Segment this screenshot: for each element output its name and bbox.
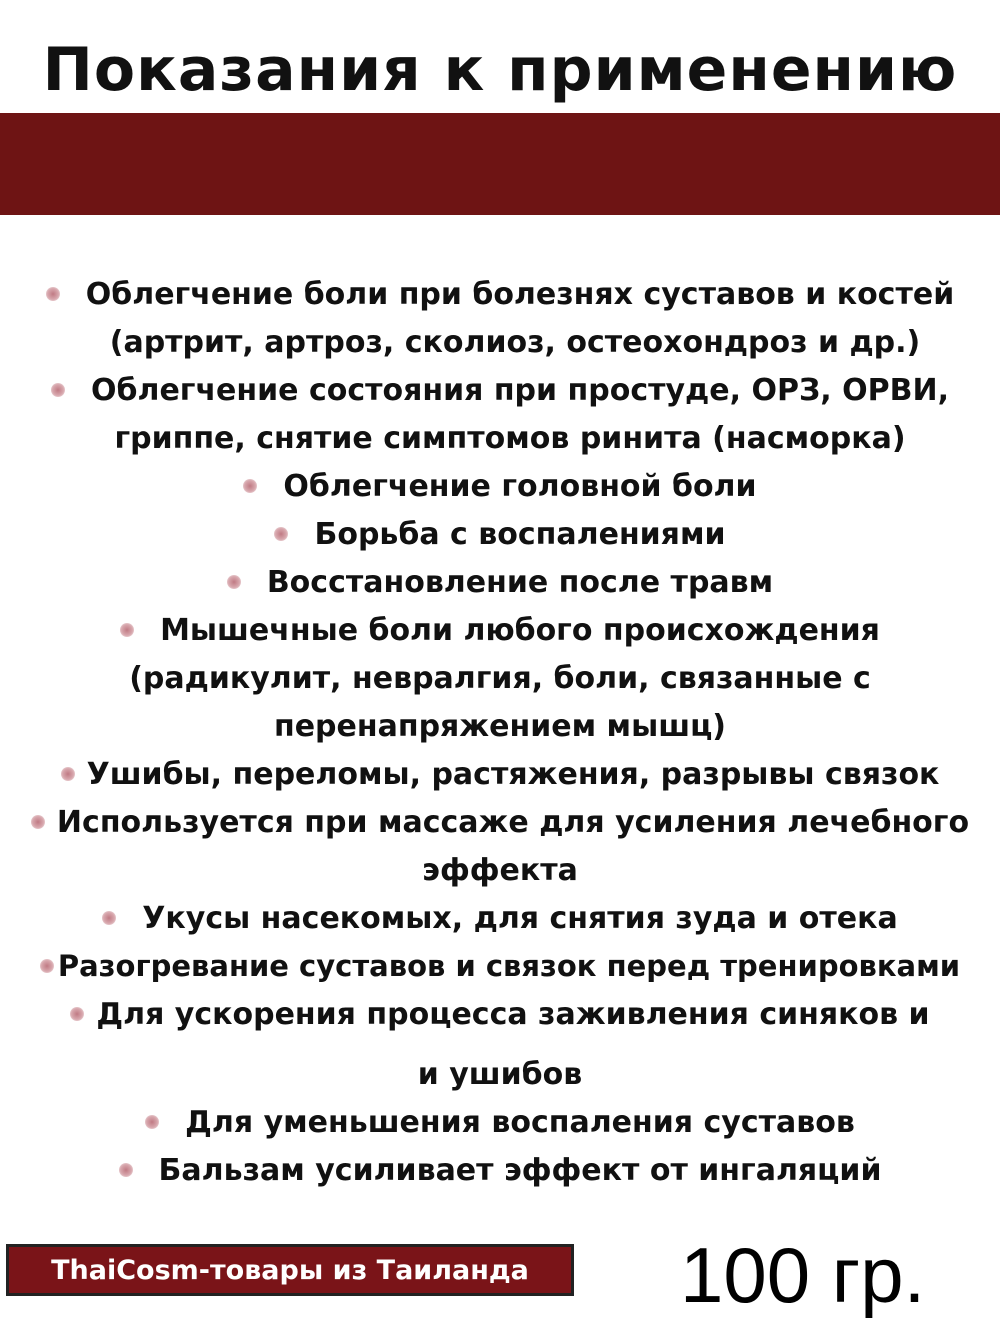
item-text: перенапряжением мышц): [273, 708, 727, 744]
bullet-icon: [70, 1007, 84, 1021]
list-item: [0, 750, 1000, 798]
list-item: [0, 270, 1000, 318]
item-text: Облегчение головной боли: [283, 468, 757, 504]
list-item: [0, 894, 1000, 942]
list-item: [0, 510, 1000, 558]
product-weight: 100 гр.: [680, 1231, 926, 1319]
shop-badge: ThaiCosm-товары из Таиланда: [6, 1244, 574, 1296]
title-band: [0, 113, 1000, 215]
bullet-icon: [40, 959, 54, 973]
item-text: Облегчение состояния при простуде, ОРЗ, ОРВИ,: [91, 372, 949, 408]
list-item-continuation: [0, 414, 1000, 462]
item-text: Бальзам усиливает эффект от ингаляций: [158, 1152, 882, 1188]
item-text: Облегчение боли при болезнях суставов и костей: [85, 276, 955, 312]
item-text: Мышечные боли любого происхождения: [160, 612, 880, 648]
bullet-icon: [145, 1115, 159, 1129]
bullet-icon: [51, 383, 65, 397]
page-title: Показания к применению: [42, 35, 958, 105]
list-item: [0, 990, 1000, 1038]
bullet-icon: [227, 575, 241, 589]
item-text: Укусы насекомых, для снятия зуда и отека: [142, 900, 898, 936]
list-item: [0, 366, 1000, 414]
bullet-icon: [119, 1163, 133, 1177]
bullet-icon: [46, 287, 60, 301]
item-text: гриппе, снятие симптомов ринита (насморка): [114, 420, 906, 456]
item-text: Разогревание суставов и связок перед тренировками: [57, 949, 961, 983]
list-item: [0, 1098, 1000, 1146]
list-item-continuation: [0, 654, 1000, 702]
list-item-continuation: [0, 1050, 1000, 1098]
item-text: Восстановление после травм: [266, 564, 774, 600]
item-text: (радикулит, невралгия, боли, связанные с: [129, 660, 871, 696]
item-text: Борьба с воспалениями: [314, 516, 726, 552]
list-item: [0, 606, 1000, 654]
item-text: Для уменьшения воспаления суставов: [185, 1104, 855, 1140]
list-item: [0, 942, 1000, 990]
item-text: (артрит, артроз, сколиоз, остеохондроз и др.): [109, 324, 921, 360]
bullet-icon: [102, 911, 116, 925]
item-text: Для ускорения процесса заживления синяков и: [96, 996, 930, 1032]
list-item: [0, 462, 1000, 510]
bullet-icon: [243, 479, 257, 493]
item-text: Ушибы, переломы, растяжения, разрывы связок: [86, 756, 940, 792]
bullet-icon: [274, 527, 288, 541]
list-item-continuation: [0, 846, 1000, 894]
list-item: [0, 798, 1000, 846]
bullet-icon: [61, 767, 75, 781]
bullet-icon: [31, 815, 45, 829]
bullet-icon: [120, 623, 134, 637]
item-text: Используется при массаже для усиления лечебного: [56, 804, 970, 840]
item-text: и ушибов: [417, 1056, 583, 1092]
list-item: [0, 1146, 1000, 1194]
list-item-continuation: [0, 318, 1000, 366]
list-item: [0, 558, 1000, 606]
list-item-continuation: [0, 702, 1000, 750]
item-text: эффекта: [422, 852, 578, 888]
